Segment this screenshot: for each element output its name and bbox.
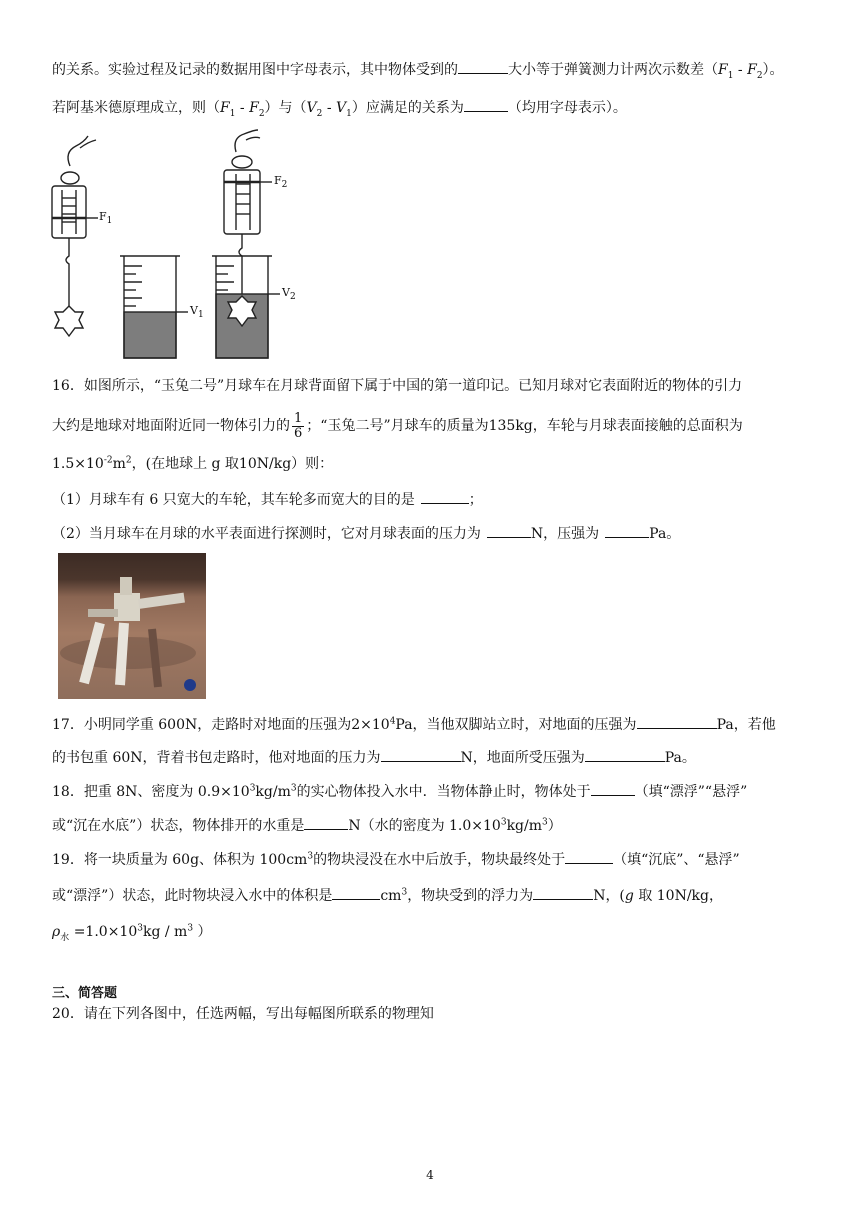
archimedes-experiment-figure [40,128,310,364]
text: F [99,210,107,223]
graduated-cylinder-right [212,256,280,358]
q17-line-2 [52,746,696,768]
answer-blank[interactable] [605,522,649,538]
label-f1 [99,210,113,227]
label-v2 [282,286,296,303]
text: 3 [290,783,297,794]
text: 取 10N/kg， [633,888,724,904]
text: 2 [756,70,763,81]
text: ，物块受到的浮力为 [407,888,534,904]
text: 的实心物体投入水中．当物体静止时，物体处于 [296,784,591,800]
text: 1 [727,70,734,81]
text: 的关系。实验过程及记录的数据用图中字母表示，其中物体受到的 [52,62,458,78]
text: 水 [60,932,70,943]
label-f2 [274,174,288,191]
answer-blank[interactable] [381,746,461,762]
q16-sub-1 [52,488,483,510]
text: kg/m [255,784,291,800]
text: ） [547,818,562,834]
text: 4 [389,716,396,727]
text: 大小等于弹簧测力计两次示数差（ [508,62,718,78]
answer-blank[interactable] [585,746,665,762]
text: Pa，若他 [716,717,776,733]
text: F [220,100,230,116]
text: 1 [197,310,204,321]
q17-line-1 [52,713,776,735]
q19-line-2 [52,884,723,906]
text: Pa，当他双脚站立时，对地面的压强为 [395,717,637,733]
text: N，( [593,888,625,904]
text: -2 [103,455,113,466]
text: g [624,888,634,904]
text: m [112,456,126,472]
q20-line-1: 20．请在下列各图中，任选两幅，写出每幅图所联系的物理知 [52,1006,434,1022]
text: F [718,62,728,78]
text: ）与（ [264,100,307,116]
text: V [190,304,198,317]
q16-line-2 [52,406,743,446]
text: 3 [401,887,408,898]
text: 1.5×10 [52,456,104,472]
text: 18．把重 8N、密度为 0.9×10 [52,784,250,800]
text: N，压强为 [530,526,600,542]
text: 3 [500,817,507,828]
spring-scale-right [224,130,272,296]
answer-blank[interactable] [458,58,508,74]
text: ）应满足的关系为 [351,100,464,116]
text: （填“漂浮”“悬浮” [634,784,748,800]
graduated-cylinder-left [120,256,188,358]
text: 2 [125,455,132,466]
text: 3 [137,923,143,934]
text: cm [286,852,308,868]
answer-blank[interactable] [533,884,593,900]
text: 2 [258,108,265,119]
text: V [306,100,317,116]
answer-blank[interactable] [421,488,469,504]
section-heading: 三、简答题 [52,986,118,1001]
q18-line-1 [52,780,747,802]
text: ；“玉兔二号”月球车的质量为135kg，车轮与月球表面接触的总面积为 [306,418,743,434]
q15-line-1 [52,58,784,80]
text: 1 [346,108,352,119]
text: 2 [281,180,288,191]
q19-line-3 [52,922,212,942]
text: ρ [52,924,61,940]
q16-line-3 [52,454,333,474]
text: 6 [294,425,303,441]
text: （填“沉底”、“悬浮” [613,852,740,868]
text: 1 [229,108,236,119]
answer-blank[interactable] [304,814,348,830]
text: N，地面所受压强为 [460,750,585,766]
text: ； [468,492,483,508]
text: =1.0×10 [69,924,138,940]
text: ）。 [762,62,784,78]
text: 3 [542,817,548,828]
text: 若阿基米德原理成立，则（ [52,100,220,116]
q16-sub-2 [52,522,680,544]
text: ） [193,924,212,940]
text: 2 [316,108,323,119]
text: 19．将一块质量为 60g、体积为 100 [52,852,287,868]
q16-line-1: 16．如图所示，“玉兔二号”月球车在月球背面留下属于中国的第一道印记。已知月球对它表面附近的物体的引力 [52,378,743,394]
text: 大约是地球对地面附近同一物体引力的 [52,418,290,434]
text: 3 [249,783,256,794]
text: 1 [106,216,113,227]
text: 3 [187,923,194,934]
answer-blank[interactable] [464,96,508,112]
text: V [336,100,347,116]
text: 或“沉在水底”）状态，物体排开的水重是 [52,818,305,834]
answer-blank[interactable] [565,848,613,864]
q18-line-2 [52,814,562,836]
rover-illustration [58,553,206,699]
fraction-one-sixth [292,412,304,441]
yutu-rover-photo [58,553,206,699]
q19-line-1 [52,848,740,870]
answer-blank[interactable] [591,780,635,796]
text: kg/m [506,818,543,834]
q15-line-2 [52,96,627,118]
text: （2）当月球车在月球的水平表面进行探测时，它对月球表面的压力为 [52,526,481,542]
text: F [274,174,282,187]
text: 17．小明同学重 600N，走路时对地面的压强为2×10 [52,717,390,733]
answer-blank[interactable] [487,522,531,538]
text: 的书包重 60N，背着书包走路时，他对地面的压力为 [52,750,381,766]
spring-scale-left [52,136,98,336]
text: kg / m [142,924,188,940]
page-number: 4 [426,1168,434,1182]
text: cm [380,888,402,904]
text: 1 [294,410,303,426]
text: F [747,62,757,78]
text: Pa。 [649,526,681,542]
text: 的物块浸没在水中后放手，物块最终处于 [313,852,566,868]
text: - [322,100,337,116]
text: V [282,286,290,299]
text: 或“漂浮”）状态，此时物块浸入水中的体积是 [52,888,333,904]
text: 2 [289,292,296,303]
text: Pa。 [664,750,696,766]
text: 3 [307,851,314,862]
answer-blank[interactable] [332,884,380,900]
label-v1 [190,304,204,321]
text: N（水的密度为 1.0×10 [348,818,501,834]
text: （均用字母表示）。 [507,100,627,116]
text: - [733,62,748,78]
text: - [235,100,250,116]
answer-blank[interactable] [637,713,717,729]
text: ，(在地球上 g 取10N/kg）则： [131,456,334,472]
text: （1）月球车有 6 只宽大的车轮，其车轮多而宽大的目的是 [52,492,415,508]
text: F [249,100,259,116]
